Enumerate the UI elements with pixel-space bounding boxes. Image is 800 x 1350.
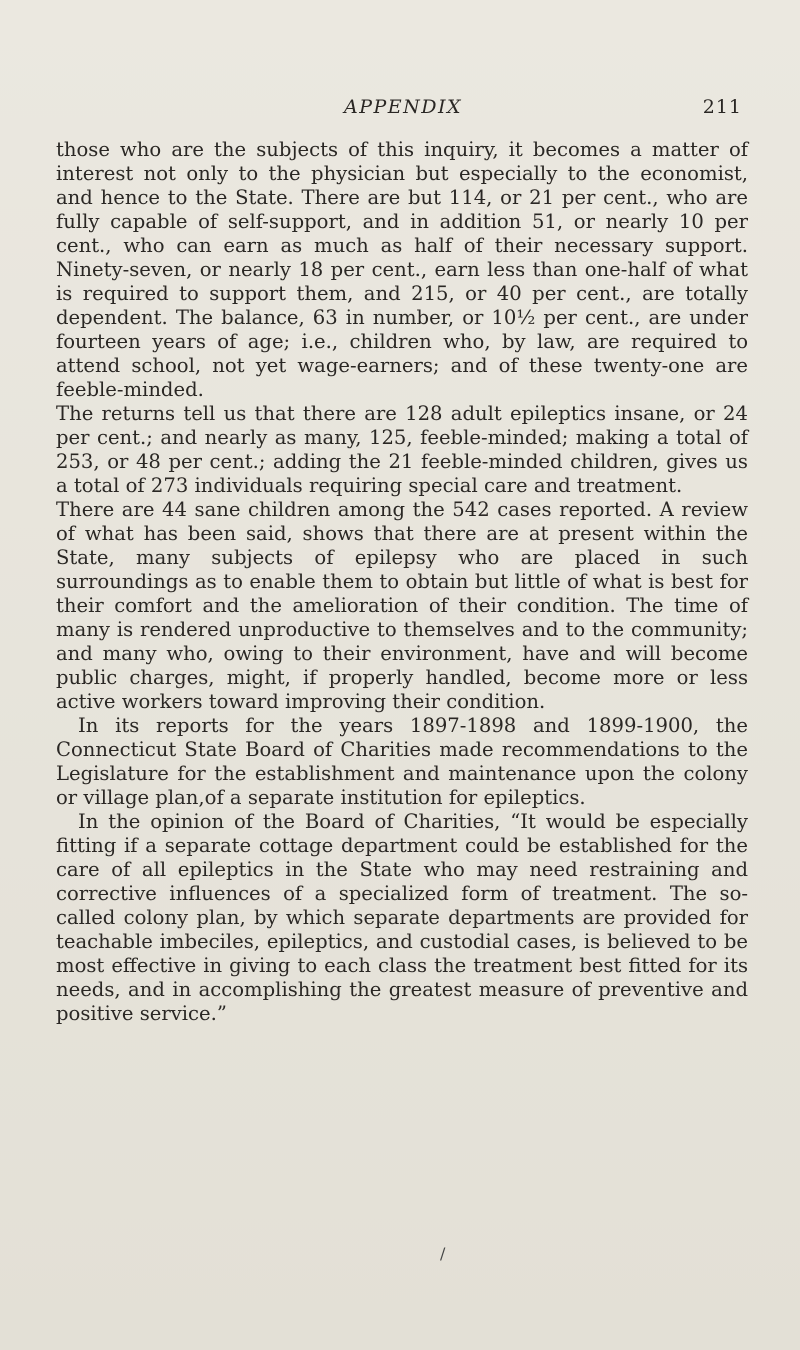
paragraph-returns: The returns tell us that there are 128 adult epileptics insane, or 24 per cent.; and nearly as many, 125, feeble-minded; making a total of 253, or 48 per cent.; adding the 21 feeble-minded children, gives us a total of 273 individuals requiring special care and treatment. [56, 402, 748, 497]
body-text [56, 138, 748, 1026]
page-header [58, 96, 748, 122]
paragraph-board-opinion: In the opinion of the Board of Charities, “It would be especially fitting if a separate cottage department could be established for the care of all epileptics in the State who may need restraining and corrective influences of a specialized form of treatment. The so-called colony plan, by which separate departments are provided for teachable imbeciles, epileptics, and custodial cases, is believed to be most effective in giving to each class the treatment best fitted for its needs, and in accomplishing the greatest measure of preventive and positive service.” [56, 810, 748, 1025]
paragraph-reports: In its reports for the years 1897-1898 and 1899-1900, the Connecticut State Board of Charities made recommendations to the Legislature for the establishment and maintenance upon the colony or village plan,of a separate institution for epileptics. [56, 714, 748, 809]
page-number: 211 [702, 96, 742, 118]
stray-mark: / [440, 1244, 446, 1263]
running-head: APPENDIX [343, 96, 463, 118]
paragraph-sane-children: There are 44 sane children among the 542 cases reported. A review of what has been said, shows that there are at present within the State, many subjects of epilepsy who are placed in such surroundings as to enable them to obtain but little of what is best for their comfort and the amelioration of their condition. The time of many is rendered unproductive to themselves and to the community; and many who, owing to their environment, have and will become public charges, might, if properly handled, become more or less active workers toward improving their condition. [56, 498, 748, 713]
paragraph-continuation: those who are the subjects of this inquiry, it becomes a matter of interest not only to the physician but especially to the economist, and hence to the State. There are but 114, or 21 per cent., who are fully capable of self-support, and in addition 51, or nearly 10 per cent., who can earn as much as half of their necessary support. Ninety-seven, or nearly 18 per cent., earn less than one-half of what is required to support them, and 215, or 40 per cent., are totally dependent. The balance, 63 in number, or 10½ per cent., are under fourteen years of age; i.e., children who, by law, are required to attend school, not yet wage-earners; and of these twenty-one are feeble-minded. [56, 138, 748, 401]
